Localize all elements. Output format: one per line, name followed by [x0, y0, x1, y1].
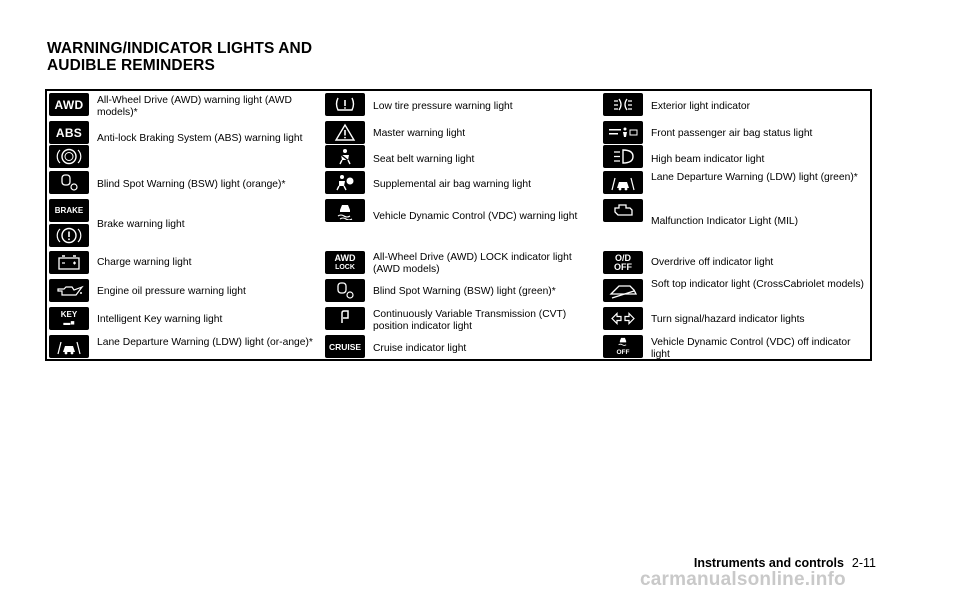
page-heading	[47, 40, 312, 74]
page-footer	[694, 556, 876, 570]
turn-signal-icon	[603, 307, 643, 330]
lane-departure-icon	[49, 335, 89, 358]
blind-spot-green-icon	[325, 279, 365, 302]
heading-line-2: AUDIBLE REMINDERS	[47, 57, 215, 74]
label-tire-pressure: Low tire pressure warning light	[373, 101, 513, 112]
master-warning-icon	[325, 121, 365, 144]
awd-icon: AWD	[49, 93, 89, 116]
watermark-logo: carmanualsonline.info	[640, 569, 846, 590]
label-bsw-orange: Blind Spot Warning (BSW) light (orange)*	[97, 179, 286, 190]
label-awd-warning: All-Wheel Drive (AWD) warning light (AWD models)*	[97, 95, 292, 118]
cruise-icon: CRUISE	[325, 335, 365, 358]
label-cvt-position: Continuously Variable Transmission (CVT) position indicator light	[373, 309, 567, 332]
vdc-off-icon: OFF	[603, 335, 643, 358]
label-bsw-green: Blind Spot Warning (BSW) light (green)*	[373, 286, 556, 297]
label-turn-signal: Turn signal/hazard indicator lights	[651, 314, 805, 325]
label-vdc-off: Vehicle Dynamic Control (VDC) off indicator light	[651, 337, 851, 360]
seat-belt-icon	[325, 145, 365, 168]
ldw-green-icon	[603, 171, 643, 194]
awd-lock-icon: AWD LOCK	[325, 251, 365, 274]
label-exterior-light: Exterior light indicator	[651, 101, 751, 112]
passenger-airbag-status-icon	[603, 121, 643, 144]
label-master-warning: Master warning light	[373, 128, 466, 139]
label-charge-warning: Charge warning light	[97, 257, 192, 268]
tire-pressure-icon	[325, 93, 365, 116]
od-off-icon: O/D OFF	[603, 251, 643, 274]
vdc-icon	[325, 199, 365, 222]
engine-icon	[603, 199, 643, 222]
indicator-table	[45, 89, 872, 361]
high-beam-icon	[603, 145, 643, 168]
key-icon: KEY ▬■	[49, 307, 89, 330]
label-soft-top: Soft top indicator light (CrossCabriolet models)	[651, 279, 864, 290]
label-passenger-airbag: Front passenger air bag status light	[651, 128, 813, 139]
label-vdc-warning: Vehicle Dynamic Control (VDC) warning light	[373, 211, 578, 222]
label-engine-oil: Engine oil pressure warning light	[97, 286, 246, 297]
exterior-light-icon	[603, 93, 643, 116]
label-ldw-green: Lane Departure Warning (LDW) light (green)*	[651, 172, 858, 183]
label-mil: Malfunction Indicator Light (MIL)	[651, 216, 799, 227]
label-high-beam: High beam indicator light	[651, 154, 765, 165]
brake-circle-icon	[49, 145, 89, 168]
battery-icon	[49, 251, 89, 274]
label-seat-belt: Seat belt warning light	[373, 154, 475, 165]
cvt-position-icon	[325, 307, 365, 330]
abs-icon: ABS	[49, 121, 89, 144]
brake-text-icon: BRAKE	[49, 199, 89, 222]
label-od-off: Overdrive off indicator light	[651, 257, 774, 268]
heading-line-1: WARNING/INDICATOR LIGHTS AND	[47, 40, 313, 57]
soft-top-icon	[603, 279, 643, 302]
blind-spot-icon	[49, 171, 89, 194]
label-ldw-orange: Lane Departure Warning (LDW) light (or-ange)*	[97, 337, 313, 348]
label-brake-warning: Brake warning light	[97, 219, 185, 230]
footer-section: Instruments and controls	[693, 556, 844, 570]
label-awd-lock: All-Wheel Drive (AWD) LOCK indicator light (AWD models)	[373, 252, 572, 275]
label-abs-warning: Anti-lock Braking System (ABS) warning light	[97, 133, 303, 144]
oil-can-icon	[49, 279, 89, 302]
label-intelligent-key: Intelligent Key warning light	[97, 314, 223, 325]
page-number: 2-11	[851, 556, 876, 570]
label-airbag: Supplemental air bag warning light	[373, 179, 531, 190]
label-cruise: Cruise indicator light	[373, 343, 467, 354]
brake-circle-excl-icon	[49, 224, 89, 247]
airbag-icon	[325, 171, 365, 194]
